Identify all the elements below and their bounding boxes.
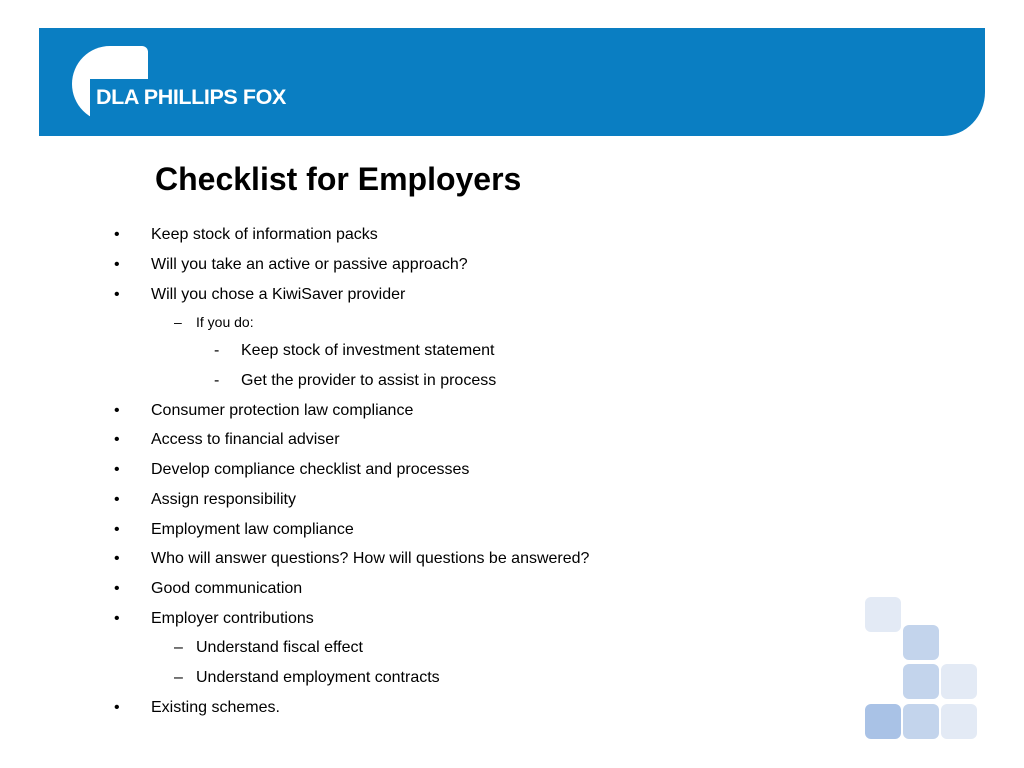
list-item-text: If you do: <box>196 314 254 330</box>
list-item-text: Keep stock of investment statement <box>241 342 495 359</box>
list-marker: • <box>114 256 120 273</box>
list-marker: - <box>214 342 220 359</box>
list-item-text: Assign responsibility <box>151 491 296 508</box>
list-item-text: Get the provider to assist in process <box>241 372 497 389</box>
list-marker: – <box>174 314 182 330</box>
list-marker: • <box>114 699 120 716</box>
list-marker: • <box>114 610 120 627</box>
list-item-text: Will you chose a KiwiSaver provider <box>151 286 406 303</box>
page-title: Checklist for Employers <box>155 161 522 197</box>
list-marker: • <box>114 226 120 243</box>
list-item-text: Consumer protection law compliance <box>151 402 414 419</box>
list-item-text: Access to financial adviser <box>151 431 340 448</box>
list-marker: • <box>114 580 120 597</box>
list-item-text: Existing schemes. <box>151 699 280 716</box>
list-item-text: Employment law compliance <box>151 521 354 538</box>
list-marker: • <box>114 402 120 419</box>
list-marker: - <box>214 372 220 389</box>
list-marker: – <box>174 639 183 656</box>
list-item-text: Understand employment contracts <box>196 669 440 686</box>
list-item-text: Good communication <box>151 580 303 597</box>
list-item-text: Understand fiscal effect <box>196 639 363 656</box>
list-marker: • <box>114 431 120 448</box>
list-item-text: Employer contributions <box>151 610 314 627</box>
list-marker: • <box>114 521 120 538</box>
list-marker: – <box>174 669 183 686</box>
list-marker: • <box>114 286 120 303</box>
list-marker: • <box>114 491 120 508</box>
list-item-text: Will you take an active or passive approach? <box>151 256 468 273</box>
logo-wordmark: DLA PHILLIPS FOX <box>96 85 286 109</box>
list-item-text: Develop compliance checklist and processes <box>151 461 470 478</box>
list-item-text: Who will answer questions? How will questions be answered? <box>151 550 590 567</box>
list-marker: • <box>114 550 120 567</box>
list-item-text: Keep stock of information packs <box>151 226 378 243</box>
list-marker: • <box>114 461 120 478</box>
